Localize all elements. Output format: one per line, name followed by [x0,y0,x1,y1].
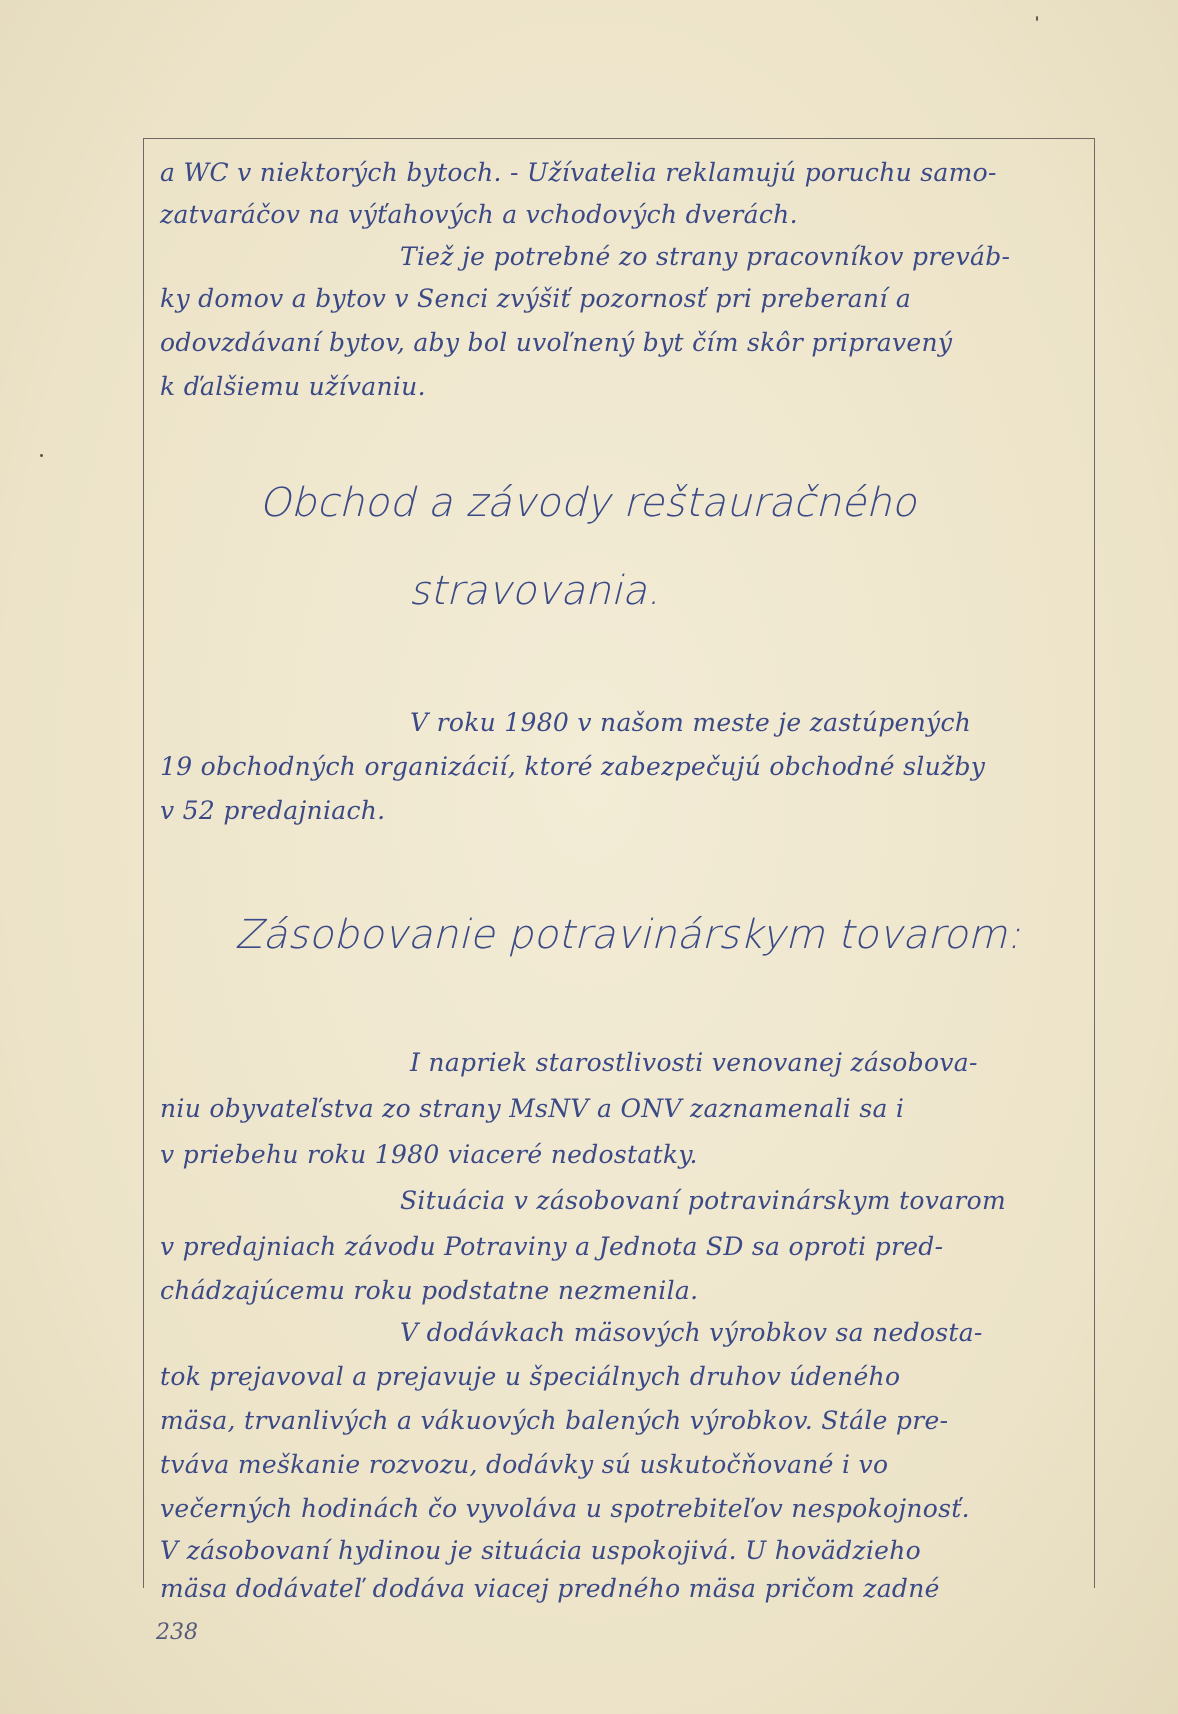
heading-obchod: Obchod a závody reštauračného [256,480,926,526]
text-line: k ďalšiemu užívaniu. [160,372,426,401]
text-line: v priebehu roku 1980 viaceré nedostatky. [160,1140,698,1169]
text-line: zatvaráčov na výťahových a vchodových dverách. [160,200,798,229]
text-line: Tiež je potrebné zo strany pracovníkov preváb- [400,242,1011,271]
text-line: chádzajúcemu roku podstatne nezmenila. [160,1276,699,1305]
text-line: V roku 1980 v našom meste je zastúpených [410,708,972,737]
text-line: 19 obchodných organizácií, ktoré zabezpečujú obchodné služby [160,752,986,781]
heading-zasobovanie: Zásobovanie potravinárskym tovarom: [232,912,1030,958]
page-number: 238 [156,1620,198,1645]
text-line: v predajniach závodu Potraviny a Jednota SD sa oproti pred- [160,1232,944,1261]
text-line: niu obyvateľstva zo strany MsNV a ONV zaznamenali sa i [160,1094,905,1123]
text-line: mäsa, trvanlivých a vákuových balených výrobkov. Stále pre- [160,1406,949,1435]
text-line: mäsa dodávateľ dodáva viacej predného mäsa pričom zadné [160,1574,940,1603]
heading-stravovania: stravovania. [406,568,669,614]
text-line: večerných hodinách čo vyvoláva u spotrebiteľov nespokojnosť. [160,1494,970,1523]
text-line: V zásobovaní hydinou je situácia uspokojivá. U hovädzieho [160,1536,921,1565]
text-line: Situácia v zásobovaní potravinárskym tovarom [400,1186,1006,1215]
paper-speck [1036,16,1038,21]
text-line: tváva meškanie rozvozu, dodávky sú uskutočňované i vo [160,1450,889,1479]
text-line: a WC v niektorých bytoch. - Užívatelia reklamujú poruchu samo- [160,158,997,187]
text-line: I napriek starostlivosti venovanej zásobova- [410,1048,978,1077]
text-line: ky domov a bytov v Senci zvýšiť pozornosť pri preberaní a [160,284,912,313]
text-line: tok prejavoval a prejavuje u špeciálnych druhov údeného [160,1362,901,1391]
text-line: odovzdávaní bytov, aby bol uvoľnený byt čím skôr pripravený [160,328,953,357]
text-line: v 52 predajniach. [160,796,386,825]
paper-speck [40,454,43,457]
text-line: V dodávkach mäsových výrobkov sa nedosta- [400,1318,983,1347]
